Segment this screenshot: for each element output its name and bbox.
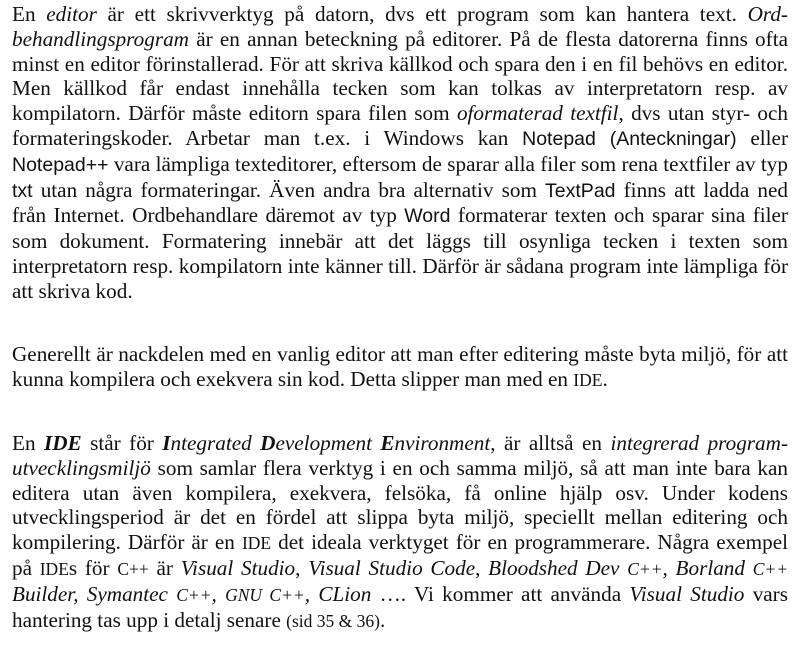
program-name-run: txt xyxy=(12,179,33,202)
text-run: En xyxy=(12,431,44,455)
italic-run: integrerad programutvecklingsmiljö xyxy=(12,431,789,480)
text-run: , dvs utan styr- och formateringskoder. Arbetar man t.ex. i Windows kan xyxy=(12,101,788,150)
italic-run: , Borland xyxy=(662,555,753,580)
italic-run: , xyxy=(211,581,226,606)
program-name-run: Notepad (Anteckningar) xyxy=(522,127,737,150)
text-run: . xyxy=(602,366,608,391)
text-run: En xyxy=(12,2,47,26)
italic-run: Visual Studio xyxy=(629,581,745,606)
text-run: som samlar flera verktyg i en och samma miljö, så att man inte bara kan editera utan även kompilera, exekvera, felsöka, få online hjälp osv. Under kodens utvecklingsperiod är det en fördel att slippa byta miljö, speciellt mellan editering och kompilering. Därför är en xyxy=(12,455,788,555)
text-run: . xyxy=(380,607,386,632)
text-run: Generellt är nackdelen med en vanlig editor att man efter editering måste byta miljö, för att kunna kompilera och exekvera sin kod. Detta slipper man med en xyxy=(12,342,788,391)
paragraph-ide-definition xyxy=(12,431,788,633)
small-italic-run: C++ xyxy=(176,584,212,605)
bold-italic-run: E xyxy=(380,431,395,455)
text-run: eller xyxy=(736,125,789,150)
italic-run: Visual Studio xyxy=(180,555,296,580)
text-run: , är alltså en xyxy=(490,431,611,455)
small-italic-run: C++ xyxy=(752,558,789,579)
small-italic-run: GNU C++ xyxy=(225,584,305,605)
small-italic-run: C++ xyxy=(627,558,663,579)
text-run: …. Vi kommer att använda xyxy=(371,581,630,606)
program-name-run: Notepad++ xyxy=(12,153,109,176)
program-name-run: Word xyxy=(404,205,451,228)
small-caps-run: IDE xyxy=(573,369,603,390)
italic-run: Builder, Symantec xyxy=(12,581,177,606)
bold-italic-run: IDE xyxy=(43,431,82,455)
text-run: står för xyxy=(81,431,163,455)
paragraph-editor-drawback xyxy=(12,342,788,393)
bold-italic-run: I xyxy=(162,431,171,455)
italic-run: editor xyxy=(46,2,97,26)
text-run: är ett skrivverktyg på datorn, dvs ett program som kan hantera text. xyxy=(96,2,748,26)
small-caps-run: (sid 35 & 36) xyxy=(286,610,380,631)
text-run: formaterar texten och sparar sina filer som dokument. Formatering innebär att det läggs till osynliga tecken i texten som interpretatorn resp. kompilatorn inte känner till. Därför är sådana program inte lämpliga för att skriva kod. xyxy=(12,203,788,303)
text-run: utan några formateringar. Även andra bra alternativ som xyxy=(32,177,546,202)
bold-italic-run: D xyxy=(260,431,276,455)
text-run: , xyxy=(295,555,309,580)
italic-run: evelopment xyxy=(275,431,381,455)
italic-run: oformaterad textfil xyxy=(456,101,619,126)
text-run: vars hantering tas upp i detalj senare xyxy=(12,581,788,632)
text-run: vara lämpliga texteditorer, eftersom de sparar alla filer som rena textfiler av typ xyxy=(108,151,788,176)
italic-run: ntegrated xyxy=(170,431,261,455)
italic-run: Visual Studio Code xyxy=(308,555,476,580)
program-name-run: TextPad xyxy=(545,179,616,202)
small-caps-run: C++ xyxy=(117,558,149,579)
italic-run: , CLion xyxy=(304,581,372,606)
italic-run: nvironment xyxy=(394,431,491,455)
italic-run: Ordbehandlingsprogram xyxy=(12,2,788,51)
text-run: är xyxy=(148,555,181,580)
small-caps-run: IDE xyxy=(39,558,69,579)
text-run: det ideala verktyget för en programmerare. Några exempel på xyxy=(12,530,788,580)
text-run: är en annan beteckning på editorer. På de flesta datorerna finns ofta minst en editor förinstallerad. För att skriva källkod och spara den i en fil behövs en editor. Men källkod får endast innehålla tecken som kan tolkas av interpretatorn resp. av kompilatorn. Därför måste editorn spara filen som xyxy=(12,26,788,126)
paragraph-editor-intro xyxy=(12,2,788,304)
text-run: , xyxy=(475,555,489,580)
italic-run: Bloodshed Dev xyxy=(488,555,628,580)
text-run: finns att ladda ned från Internet. Ordbehandlare däremot av typ xyxy=(12,177,788,228)
small-caps-run: IDE xyxy=(241,533,272,554)
text-run: s för xyxy=(68,555,118,580)
